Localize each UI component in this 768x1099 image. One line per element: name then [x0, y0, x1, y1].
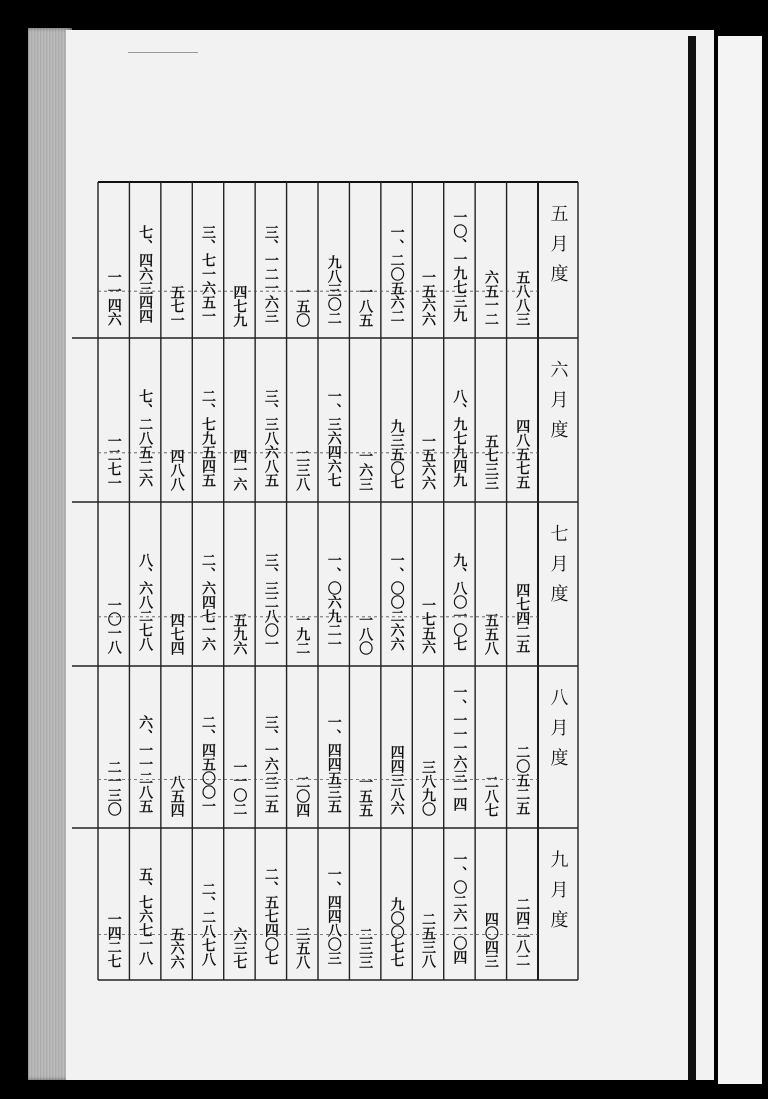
table-cell: 九八三〇二	[325, 255, 342, 325]
table-cell: 八五四	[168, 775, 185, 817]
table-cell: 二、六四七一六	[200, 553, 216, 651]
table-cell: 五七三三	[482, 434, 499, 490]
table-cell: 一六三	[357, 449, 374, 491]
table-cell: 一、二〇五六二	[388, 225, 405, 323]
table-cell: 五五八	[482, 613, 499, 655]
table-cell: 三、一六三二五	[262, 715, 279, 813]
table-cell: 八、九七九四九	[451, 389, 468, 487]
table-cell: 九、八〇一〇七	[451, 553, 468, 651]
table-cell: 四八八	[168, 449, 185, 491]
table-cell: 一、〇六九二一	[325, 553, 342, 651]
table-cell: 一八〇	[357, 613, 374, 655]
table-cell: 一五〇	[294, 285, 311, 327]
table-cell: 一五五	[357, 775, 374, 817]
table-cell: 一五六六	[420, 434, 436, 490]
month-header: 六月度	[547, 360, 569, 450]
table-cell: 一二七一	[105, 434, 122, 490]
table-cell: 四〇四三	[482, 912, 499, 968]
month-header: 九月度	[547, 850, 569, 940]
month-headers	[548, 204, 569, 940]
table-cell: 一、四四五三五	[325, 715, 342, 813]
table-cell: 二〇五二五	[514, 745, 531, 815]
table-cell: 五九六	[231, 613, 248, 655]
table-cell: 一、四四八〇三	[325, 867, 342, 965]
table-cell: 一、三六四六七	[325, 389, 342, 487]
table-cell: 一七五六	[420, 598, 436, 654]
table-cell: 七、四六三四四	[137, 225, 154, 323]
table-cell: 四七四二五	[514, 583, 531, 653]
table-cell: 一四二七	[105, 912, 122, 968]
table-cell: 一〇一八	[105, 598, 122, 654]
table-cell: 四八五七五	[514, 419, 531, 489]
table-cell: 三八九〇	[420, 760, 436, 816]
table-cell: 二五三八	[420, 912, 436, 968]
table-cell: 一一〇二	[231, 760, 248, 816]
month-header: 八月度	[547, 688, 569, 778]
table-cell: 一、一一一六三一四	[451, 685, 468, 811]
table-cell: 八、六八二七八	[137, 553, 154, 651]
table-cell: 三、一二一六三	[262, 225, 279, 323]
table-cell: 四七四	[168, 613, 185, 655]
table-cell: 六三七	[231, 927, 248, 969]
table-cell: 二一三〇	[105, 760, 122, 816]
table-cell: 四七九	[231, 285, 248, 327]
table-cell: 一、〇〇二六六	[388, 553, 405, 651]
table-cell: 三、七一六五一	[200, 225, 216, 323]
table-cell: 五七一	[168, 285, 185, 327]
month-header: 五月度	[547, 204, 569, 294]
table-cell: 三、三八六八五	[262, 389, 279, 487]
table-cell: 一八五	[357, 285, 374, 327]
table-cell: 二〇四	[294, 775, 311, 817]
table-cell: 五、七六七一八	[137, 867, 154, 965]
table-cell: 二、七九五四五	[200, 389, 216, 487]
table-cell: 二四二八二	[514, 897, 531, 967]
table-cell: 七、二八五二六	[137, 389, 154, 487]
table-cell: 五八八三	[514, 270, 531, 326]
table-cell: 四一六	[231, 449, 248, 491]
table-cell: 二、四五〇〇一	[200, 715, 216, 813]
table-cell: 三、三二八〇一	[262, 553, 279, 651]
table-cell: 六五一二	[482, 270, 499, 326]
table-cell: 二八七	[482, 775, 499, 817]
table-cell: 二、二八七八	[200, 882, 216, 966]
table-cell: 二三三	[357, 927, 374, 969]
table-cell: 九三五〇七	[388, 419, 405, 489]
table-cell: 一五六六	[420, 270, 436, 326]
table-cell: 三五八	[294, 927, 311, 969]
table-cell: 六、一一二八五	[137, 715, 154, 813]
table-cell: 一一四六	[105, 270, 122, 326]
table-cell: 二三八	[294, 449, 311, 491]
table-cell: 九〇〇七七	[388, 897, 405, 967]
table-cell: 二、五七四〇七	[262, 867, 279, 965]
table-cell: 一〇、一九七三九	[451, 210, 468, 322]
table-cell: 四四三八六	[388, 745, 405, 815]
table-cell: 一九二	[294, 613, 311, 655]
table-cell: 一、〇二六一〇四	[451, 852, 468, 964]
table-cell: 五六六	[168, 927, 185, 969]
month-header: 七月度	[547, 524, 569, 614]
